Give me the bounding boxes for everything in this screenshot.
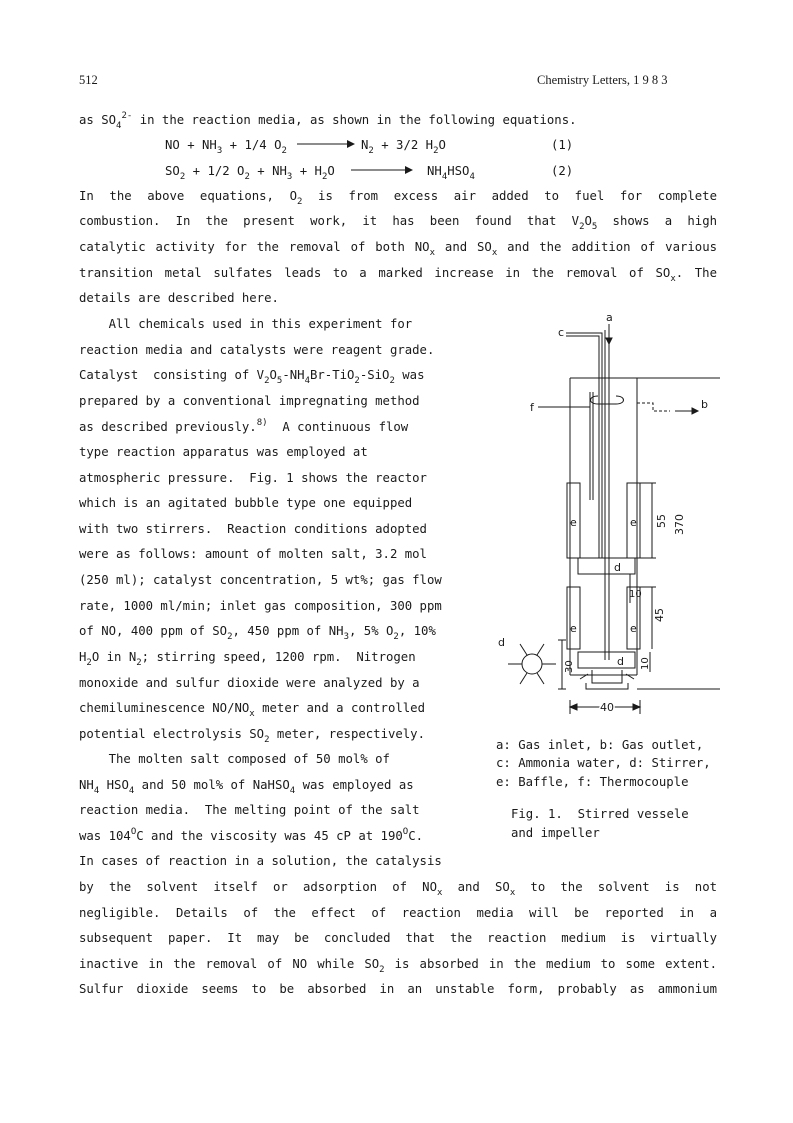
figure-caption-1: Fig. 1. Stirred vessele	[511, 807, 689, 821]
left-col-line-10: were as follows: amount of molten salt, 3.2 mol	[79, 547, 427, 561]
final-line-4: inactive in the removal of NO while $SO_2$ is absorbed in the medium to some extent.	[79, 957, 717, 975]
left-col-line-15: monoxide and sulfur dioxide were analyzed by a	[79, 676, 420, 690]
equation-1-reactants: NO + $NH_3 + 1/4$ $O_2$	[165, 138, 287, 156]
sparger	[592, 670, 622, 683]
para1-line-2: combustion. In the present work, it has been found that $V_2O_5$ shows a high	[79, 214, 717, 232]
figure-legend-3: e: Baffle, f: Thermocouple	[496, 775, 689, 789]
label-d-topview: d	[498, 636, 505, 649]
label-c: c	[558, 326, 565, 339]
equation-2-products: $NH_4HSO_4$	[427, 164, 475, 182]
para1-line-4: transition metal sulfates leads to a marked increase in the removal of $SO_x$. The	[79, 266, 717, 284]
journal-header: Chemistry Letters, 1 9 8 3	[537, 73, 668, 87]
left-col-line-16: chemiluminescence $NO/NO_x$ meter and a controlled	[79, 701, 425, 719]
figure-legend-2: c: Ammonia water, d: Stirrer,	[496, 756, 711, 770]
para1-line-5: details are described here.	[79, 291, 279, 305]
label-e-lower-right: e	[630, 622, 637, 635]
impeller-lower	[578, 652, 635, 668]
para1-line-1: In the above equations, $O_2$ is from excess air added to fuel for complete	[79, 189, 717, 207]
left-col-line-13: of NO, 400 ppm of $SO_2$, 450 ppm of $NH_3$, 5% $O_2$, 10%	[79, 624, 436, 642]
dim-45-label: 45	[653, 608, 666, 622]
left-col-line-11: (250 ml); catalyst concentration, 5 wt%; gas flow	[79, 573, 442, 587]
left-col-line-9: with two stirrers. Reaction conditions adopted	[79, 522, 427, 536]
dim-40-label: 40	[600, 701, 614, 714]
para1-line-3: catalytic activity for the removal of both $NO_x$ and $SO_x$ and the addition of various	[79, 240, 717, 258]
label-e-lower-left: e	[570, 622, 577, 635]
reaction-arrow-2	[351, 164, 413, 176]
left-col-line-3: Catalyst consisting of $V_2O_5-NH_4Br-TiO_2-SiO_2$ was	[79, 368, 425, 386]
dim-30-label: 30	[564, 660, 575, 673]
left-col-line-8: which is an agitated bubble type one equipped	[79, 496, 413, 510]
left-col-line-6: type reaction apparatus was employed at	[79, 445, 368, 459]
baffle-lower-left	[567, 587, 580, 649]
left-col-line-22: In cases of reaction in a solution, the catalysis	[79, 854, 442, 868]
left-col-line-19: $NH_4$ $HSO_4$ and 50 mol% of NaHSO$_4$ was employed as	[79, 778, 414, 796]
gas-outlet-b	[637, 403, 670, 411]
equation-1-products: $N_2 + 3/2$ $H_2O$	[361, 138, 446, 156]
impeller-top-view	[508, 644, 556, 684]
label-e-upper-left: e	[570, 516, 577, 529]
label-b: b	[701, 398, 708, 411]
page-number: 512	[79, 73, 98, 87]
label-e-upper-right: e	[630, 516, 637, 529]
label-d-lower: d	[617, 655, 624, 668]
left-col-line-1: All chemicals used in this experiment for	[79, 317, 413, 331]
label-a: a	[606, 311, 613, 324]
equation-2-reactants: $SO_2 + 1/2$ $O_2 + NH_3 + H_2O$	[165, 164, 335, 182]
left-col-line-4: prepared by a conventional impregnating method	[79, 394, 420, 408]
final-line-5: Sulfur dioxide seems to be absorbed in an unstable form, probably as ammonium	[79, 982, 717, 996]
left-col-line-7: atmospheric pressure. Fig. 1 shows the reactor	[79, 471, 427, 485]
dim-55-label: 55	[655, 514, 668, 528]
left-col-line-5: as described previously.$^{8)}$ A continuous flow	[79, 418, 409, 434]
dim-10-upper-label: 10	[629, 589, 642, 600]
impeller-upper	[578, 558, 635, 574]
label-f: f	[530, 401, 534, 414]
final-line-3: subsequent paper. It may be concluded that the reaction medium is virtually	[79, 931, 717, 945]
left-col-line-17: potential electrolysis $SO_2$ meter, respectively.	[79, 727, 425, 745]
left-col-line-2: reaction media and catalysts were reagent grade.	[79, 343, 435, 357]
left-col-line-20: reaction media. The melting point of the salt	[79, 803, 420, 817]
final-line-1: by the solvent itself or adsorption of $NO_x$ and $SO_x$ to the solvent is not	[79, 880, 718, 898]
dim-370-label: 370	[673, 514, 686, 535]
dim-10-lower-label: 10	[640, 657, 651, 670]
figure-stirred-vessel	[470, 300, 720, 720]
left-col-line-14: $H_2O$ in $N_2$; stirring speed, 1200 rpm. Nitrogen	[79, 650, 416, 668]
left-col-line-12: rate, 1000 ml/min; inlet gas composition, 300 ppm	[79, 599, 442, 613]
reaction-arrow-1	[297, 138, 355, 150]
final-line-2: negligible. Details of the effect of reaction media will be reported in a	[79, 906, 717, 920]
equation-2-number: (2)	[551, 164, 574, 178]
label-d-upper: d	[614, 561, 621, 574]
left-col-line-21: was $104^OC$ and the viscosity was 45 cP at $190^OC$.	[79, 827, 424, 843]
figure-caption-2: and impeller	[511, 826, 600, 840]
rotation-symbol	[591, 396, 624, 404]
left-col-line-18: The molten salt composed of 50 mol% of	[79, 752, 390, 766]
equation-1-number: (1)	[551, 138, 574, 152]
figure-legend-1: a: Gas inlet, b: Gas outlet,	[496, 738, 704, 752]
intro-line: as $SO_4^{2-}$ in the reaction media, as shown in the following equations.	[79, 111, 577, 131]
